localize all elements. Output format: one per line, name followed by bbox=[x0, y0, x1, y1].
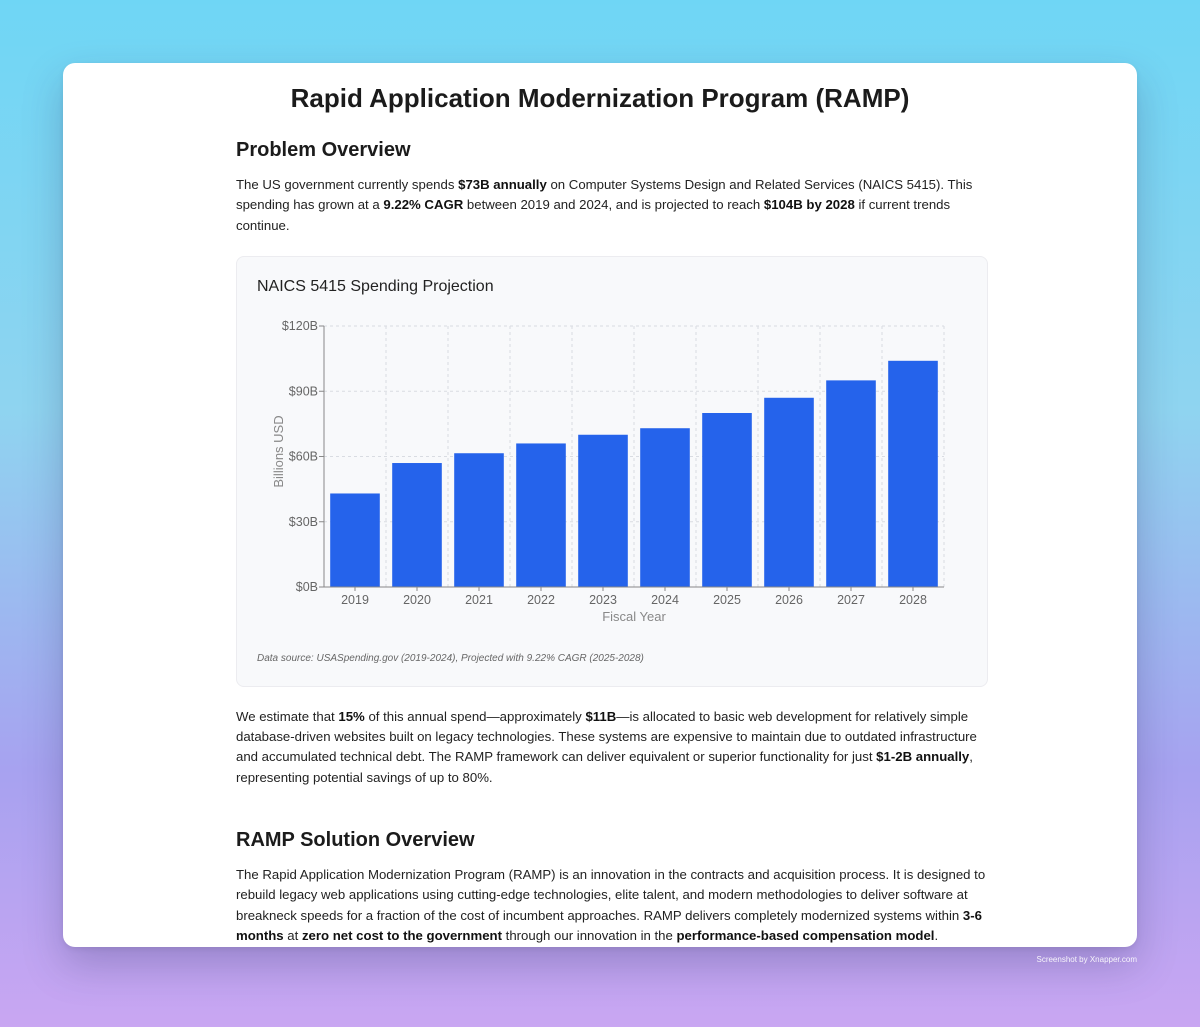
main-content bbox=[236, 139, 988, 946]
bar-2022 bbox=[516, 443, 566, 587]
bar-2024 bbox=[640, 428, 690, 587]
y-tick-label: $0B bbox=[295, 579, 318, 594]
spending-bar-chart bbox=[237, 257, 989, 688]
x-tick-label: 2024 bbox=[651, 592, 679, 607]
compensation-model-highlight: performance-based compensation model bbox=[676, 927, 935, 943]
x-tick-label: 2026 bbox=[775, 592, 803, 607]
x-tick-label: 2027 bbox=[837, 592, 865, 607]
bar-2023 bbox=[578, 435, 628, 587]
spending-chart-card bbox=[236, 256, 988, 687]
browser-window bbox=[63, 63, 1137, 947]
x-axis-label: Fiscal Year bbox=[602, 608, 666, 624]
y-tick-label: $90B bbox=[288, 384, 318, 399]
problem-paragraph-2: We estimate that 15% of this annual spend—approximately $11B—is allocated to basic web development for relatively simple database-driven websites built on legacy technologies. These systems are expensive to maintain due to outdated infrastructure and accumulated technical debt. The RAMP framework can deliver equivalent or superior functionality for just $1-2B annually, representing potential savings of up to 80%. bbox=[236, 708, 977, 785]
bar-2028 bbox=[888, 361, 938, 587]
bar-2026 bbox=[764, 398, 814, 587]
bar-2027 bbox=[826, 380, 876, 587]
chart-title: NAICS 5415 Spending Projection bbox=[257, 277, 494, 295]
web-spend-highlight: $11B bbox=[585, 708, 617, 724]
x-tick-label: 2025 bbox=[713, 592, 741, 607]
annual-spend-highlight: $73B annually bbox=[458, 177, 547, 192]
solution-paragraph-1: The Rapid Application Modernization Program (RAMP) is an innovation in the contracts and acquisition process. It is designed to rebuild legacy web applications using cutting-edge technologies, elite talent, and modern methodologies to deliver software at breakneck speeds for a fraction of the cost of incumbent approaches. RAMP delivers completely modernized systems within 3-6 months at zero net cost to the government through our innovation in the performance-based compensation model. bbox=[236, 867, 986, 943]
bar-2021 bbox=[454, 453, 504, 587]
ramp-cost-highlight: $1-2B annually bbox=[876, 749, 970, 765]
problem-overview-heading: Problem Overview bbox=[236, 139, 411, 161]
x-tick-label: 2020 bbox=[403, 592, 431, 607]
x-tick-label: 2022 bbox=[527, 592, 555, 607]
bar-2019 bbox=[330, 493, 380, 587]
bar-2025 bbox=[702, 413, 752, 587]
zero-cost-highlight: zero net cost to the government bbox=[301, 927, 502, 943]
x-tick-label: 2028 bbox=[899, 592, 927, 607]
timeline-highlight: 3-6 months bbox=[236, 907, 982, 943]
bar-2020 bbox=[392, 463, 442, 587]
y-tick-label: $30B bbox=[288, 514, 318, 529]
percent-highlight: 15% bbox=[338, 708, 365, 724]
problem-paragraph-1: The US government currently spends $73B annually on Computer Systems Design and Related Services (NAICS 5415). This spending has grown at a 9.22% CAGR between 2019 and 2024, and is projected to reach $104B by 2028 if current trends continue. bbox=[236, 177, 973, 233]
solution-section bbox=[236, 829, 988, 946]
page-title: Rapid Application Modernization Program (RAMP) bbox=[290, 83, 910, 113]
x-tick-label: 2019 bbox=[341, 592, 369, 607]
solution-overview-heading: RAMP Solution Overview bbox=[236, 829, 475, 852]
cagr-highlight: 9.22% CAGR bbox=[383, 197, 464, 213]
x-tick-label: 2021 bbox=[465, 592, 493, 607]
chart-source-note: Data source: USASpending.gov (2019-2024), Projected with 9.22% CAGR (2025-2028) bbox=[257, 652, 644, 664]
y-axis-label: Billions USD bbox=[271, 415, 286, 488]
x-tick-label: 2023 bbox=[589, 592, 617, 607]
watermark: Screenshot by Xnapper.com bbox=[1036, 955, 1137, 964]
projection-highlight: $104B by 2028 bbox=[763, 197, 855, 213]
y-tick-label: $60B bbox=[288, 449, 318, 464]
y-tick-label: $120B bbox=[281, 318, 318, 333]
